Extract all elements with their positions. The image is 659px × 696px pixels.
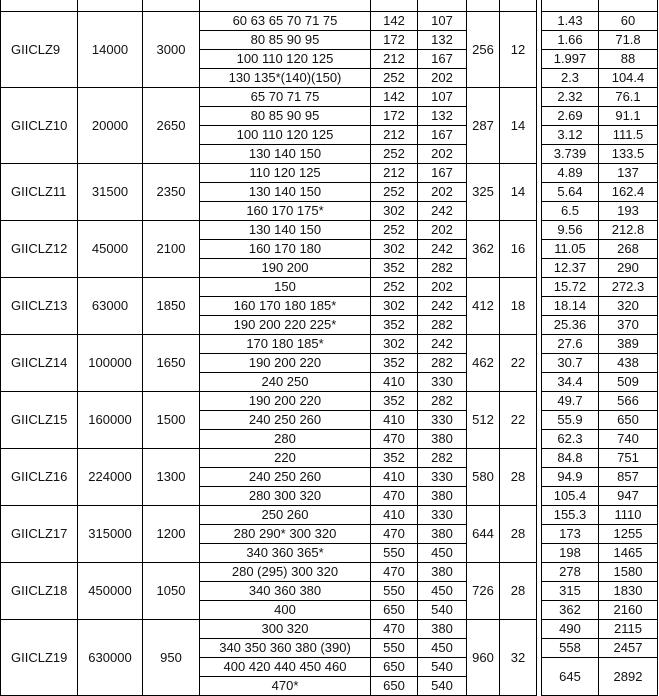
bore-cell: 80 85 90 95 xyxy=(200,107,371,126)
length-l1-cell: 352 xyxy=(371,392,418,411)
dimension-e-cell: 14 xyxy=(500,88,537,164)
mass-cell: 91.1 xyxy=(599,107,658,126)
bore-cell: 160 170 180 185* xyxy=(200,297,371,316)
table-body xyxy=(1,0,658,696)
inertia-cell: 25.36 xyxy=(542,316,599,335)
length-l1-cell: 352 xyxy=(371,354,418,373)
speed-cell: 1500 xyxy=(143,392,200,449)
inertia-cell: 155.3 xyxy=(542,506,599,525)
length-l1-cell: 352 xyxy=(371,259,418,278)
mass-cell: 272.3 xyxy=(599,278,658,297)
mass-cell: 111.5 xyxy=(599,126,658,145)
inertia-cell: 6.5 xyxy=(542,202,599,221)
table-row xyxy=(1,164,658,183)
mass-cell: 438 xyxy=(599,354,658,373)
inertia-cell: 1.997 xyxy=(542,50,599,69)
model-cell: GIICLZ12 xyxy=(1,221,78,278)
gap-cell xyxy=(537,677,542,696)
bore-cell: 100 110 120 125 xyxy=(200,50,371,69)
inertia-cell: 198 xyxy=(542,544,599,563)
table-row xyxy=(1,335,658,354)
bore-cell: 130 140 150 xyxy=(200,145,371,164)
clipped-cell xyxy=(542,0,599,12)
torque-cell: 450000 xyxy=(78,563,143,620)
diameter-cell: 512 xyxy=(467,392,500,449)
model-cell: GIICLZ11 xyxy=(1,164,78,221)
length-l2-cell: 132 xyxy=(418,31,467,50)
inertia-cell: 3.739 xyxy=(542,145,599,164)
inertia-cell: 55.9 xyxy=(542,411,599,430)
inertia-cell: 1.66 xyxy=(542,31,599,50)
length-l2-cell: 330 xyxy=(418,506,467,525)
mass-cell: 212.8 xyxy=(599,221,658,240)
inertia-cell: 362 xyxy=(542,601,599,620)
length-l1-cell: 212 xyxy=(371,50,418,69)
length-l1-cell: 550 xyxy=(371,582,418,601)
table-row xyxy=(1,506,658,525)
length-l2-cell: 202 xyxy=(418,145,467,164)
length-l2-cell: 132 xyxy=(418,107,467,126)
length-l1-cell: 352 xyxy=(371,316,418,335)
length-l1-cell: 650 xyxy=(371,601,418,620)
bore-cell: 150 xyxy=(200,278,371,297)
torque-cell: 315000 xyxy=(78,506,143,563)
mass-cell: 740 xyxy=(599,430,658,449)
table-row xyxy=(1,88,658,107)
length-l2-cell: 540 xyxy=(418,601,467,620)
clipped-cell xyxy=(467,0,500,12)
speed-cell: 1300 xyxy=(143,449,200,506)
mass-cell: 137 xyxy=(599,164,658,183)
mass-cell: 2892 xyxy=(599,658,658,696)
mass-cell: 389 xyxy=(599,335,658,354)
length-l1-cell: 172 xyxy=(371,107,418,126)
bore-cell: 240 250 260 xyxy=(200,411,371,430)
length-l2-cell: 450 xyxy=(418,639,467,658)
length-l2-cell: 450 xyxy=(418,544,467,563)
inertia-cell: 27.6 xyxy=(542,335,599,354)
mass-cell: 370 xyxy=(599,316,658,335)
dimension-e-cell: 14 xyxy=(500,164,537,221)
dimension-e-cell: 18 xyxy=(500,278,537,335)
length-l1-cell: 410 xyxy=(371,506,418,525)
inertia-cell: 12.37 xyxy=(542,259,599,278)
mass-cell: 947 xyxy=(599,487,658,506)
length-l1-cell: 302 xyxy=(371,335,418,354)
diameter-cell: 580 xyxy=(467,449,500,506)
bore-cell: 130 140 150 xyxy=(200,183,371,202)
dimension-e-cell: 16 xyxy=(500,221,537,278)
dimension-e-cell: 28 xyxy=(500,506,537,563)
length-l2-cell: 167 xyxy=(418,50,467,69)
mass-cell: 857 xyxy=(599,468,658,487)
mass-cell: 1465 xyxy=(599,544,658,563)
speed-cell: 3000 xyxy=(143,12,200,88)
length-l1-cell: 252 xyxy=(371,183,418,202)
length-l1-cell: 470 xyxy=(371,563,418,582)
table-row xyxy=(1,278,658,297)
bore-cell: 250 260 xyxy=(200,506,371,525)
bore-cell: 190 200 220 xyxy=(200,392,371,411)
length-l2-cell: 330 xyxy=(418,373,467,392)
mass-cell: 133.5 xyxy=(599,145,658,164)
torque-cell: 63000 xyxy=(78,278,143,335)
table-row xyxy=(1,221,658,240)
bore-cell: 340 360 380 xyxy=(200,582,371,601)
model-cell: GIICLZ10 xyxy=(1,88,78,164)
length-l2-cell: 330 xyxy=(418,411,467,430)
torque-cell: 160000 xyxy=(78,392,143,449)
diameter-cell: 960 xyxy=(467,620,500,696)
model-cell: GIICLZ19 xyxy=(1,620,78,696)
diameter-cell: 462 xyxy=(467,335,500,392)
inertia-cell: 18.14 xyxy=(542,297,599,316)
clipped-cell xyxy=(599,0,658,12)
dimension-e-cell: 22 xyxy=(500,392,537,449)
mass-cell: 320 xyxy=(599,297,658,316)
clipped-cell xyxy=(78,0,143,12)
length-l1-cell: 252 xyxy=(371,145,418,164)
model-cell: GIICLZ16 xyxy=(1,449,78,506)
length-l1-cell: 410 xyxy=(371,468,418,487)
bore-cell: 130 140 150 xyxy=(200,221,371,240)
table-row xyxy=(1,12,658,31)
length-l2-cell: 242 xyxy=(418,297,467,316)
length-l1-cell: 470 xyxy=(371,525,418,544)
length-l2-cell: 242 xyxy=(418,202,467,221)
length-l1-cell: 302 xyxy=(371,240,418,259)
speed-cell: 1850 xyxy=(143,278,200,335)
bore-cell: 65 70 71 75 xyxy=(200,88,371,107)
inertia-cell: 2.32 xyxy=(542,88,599,107)
inertia-cell: 34.4 xyxy=(542,373,599,392)
length-l2-cell: 202 xyxy=(418,278,467,297)
bore-cell: 340 360 365* xyxy=(200,544,371,563)
mass-cell: 88 xyxy=(599,50,658,69)
length-l2-cell: 202 xyxy=(418,69,467,88)
table-row xyxy=(1,392,658,411)
inertia-cell: 30.7 xyxy=(542,354,599,373)
length-l2-cell: 242 xyxy=(418,240,467,259)
diameter-cell: 325 xyxy=(467,164,500,221)
speed-cell: 1650 xyxy=(143,335,200,392)
length-l2-cell: 202 xyxy=(418,221,467,240)
bore-cell: 100 110 120 125 xyxy=(200,126,371,145)
torque-cell: 224000 xyxy=(78,449,143,506)
bore-cell: 400 xyxy=(200,601,371,620)
bore-cell: 280 300 320 xyxy=(200,487,371,506)
bore-cell: 470* xyxy=(200,677,371,696)
inertia-cell: 9.56 xyxy=(542,221,599,240)
bore-cell: 400 420 440 450 460 xyxy=(200,658,371,677)
speed-cell: 2650 xyxy=(143,88,200,164)
diameter-cell: 412 xyxy=(467,278,500,335)
mass-cell: 2115 xyxy=(599,620,658,639)
bore-cell: 240 250 260 xyxy=(200,468,371,487)
mass-cell: 162.4 xyxy=(599,183,658,202)
inertia-cell: 105.4 xyxy=(542,487,599,506)
bore-cell: 170 180 185* xyxy=(200,335,371,354)
dimension-e-cell: 12 xyxy=(500,12,537,88)
length-l1-cell: 352 xyxy=(371,449,418,468)
length-l1-cell: 302 xyxy=(371,297,418,316)
model-cell: GIICLZ17 xyxy=(1,506,78,563)
length-l1-cell: 470 xyxy=(371,620,418,639)
diameter-cell: 362 xyxy=(467,221,500,278)
model-cell: GIICLZ13 xyxy=(1,278,78,335)
mass-cell: 1830 xyxy=(599,582,658,601)
dimension-e-cell: 28 xyxy=(500,563,537,620)
length-l2-cell: 167 xyxy=(418,126,467,145)
bore-cell: 220 xyxy=(200,449,371,468)
length-l1-cell: 142 xyxy=(371,12,418,31)
speed-cell: 1200 xyxy=(143,506,200,563)
diameter-cell: 287 xyxy=(467,88,500,164)
bore-cell: 80 85 90 95 xyxy=(200,31,371,50)
torque-cell: 31500 xyxy=(78,164,143,221)
model-cell: GIICLZ9 xyxy=(1,12,78,88)
bore-cell: 190 200 xyxy=(200,259,371,278)
diameter-cell: 256 xyxy=(467,12,500,88)
length-l1-cell: 212 xyxy=(371,126,418,145)
length-l1-cell: 650 xyxy=(371,677,418,696)
inertia-cell: 84.8 xyxy=(542,449,599,468)
inertia-cell: 645 xyxy=(542,658,599,696)
inertia-cell: 173 xyxy=(542,525,599,544)
torque-cell: 20000 xyxy=(78,88,143,164)
clipped-cell xyxy=(371,0,418,12)
model-cell: GIICLZ14 xyxy=(1,335,78,392)
mass-cell: 751 xyxy=(599,449,658,468)
length-l1-cell: 550 xyxy=(371,544,418,563)
clipped-cell xyxy=(143,0,200,12)
length-l2-cell: 540 xyxy=(418,677,467,696)
mass-cell: 2457 xyxy=(599,639,658,658)
length-l2-cell: 167 xyxy=(418,164,467,183)
mass-cell: 2160 xyxy=(599,601,658,620)
inertia-cell: 94.9 xyxy=(542,468,599,487)
length-l2-cell: 282 xyxy=(418,354,467,373)
mass-cell: 650 xyxy=(599,411,658,430)
mass-cell: 1580 xyxy=(599,563,658,582)
length-l1-cell: 302 xyxy=(371,202,418,221)
dimension-e-cell: 28 xyxy=(500,449,537,506)
inertia-cell: 3.12 xyxy=(542,126,599,145)
diameter-cell: 726 xyxy=(467,563,500,620)
clipped-cell xyxy=(500,0,537,12)
length-l1-cell: 212 xyxy=(371,164,418,183)
clipped-cell xyxy=(200,0,371,12)
length-l1-cell: 550 xyxy=(371,639,418,658)
torque-cell: 14000 xyxy=(78,12,143,88)
clipped-cell xyxy=(418,0,467,12)
length-l2-cell: 282 xyxy=(418,316,467,335)
bore-cell: 130 135*(140)(150) xyxy=(200,69,371,88)
mass-cell: 1255 xyxy=(599,525,658,544)
dimension-e-cell: 32 xyxy=(500,620,537,696)
length-l2-cell: 540 xyxy=(418,658,467,677)
bore-cell: 190 200 220 xyxy=(200,354,371,373)
length-l2-cell: 202 xyxy=(418,183,467,202)
mass-cell: 104.4 xyxy=(599,69,658,88)
inertia-cell: 11.05 xyxy=(542,240,599,259)
mass-cell: 193 xyxy=(599,202,658,221)
table-row xyxy=(1,620,658,639)
inertia-cell: 490 xyxy=(542,620,599,639)
inertia-cell: 1.43 xyxy=(542,12,599,31)
length-l1-cell: 252 xyxy=(371,221,418,240)
length-l2-cell: 380 xyxy=(418,430,467,449)
model-cell: GIICLZ18 xyxy=(1,563,78,620)
bore-cell: 160 170 180 xyxy=(200,240,371,259)
bore-cell: 280 (295) 300 320 xyxy=(200,563,371,582)
inertia-cell: 62.3 xyxy=(542,430,599,449)
bore-cell: 110 120 125 xyxy=(200,164,371,183)
inertia-cell: 49.7 xyxy=(542,392,599,411)
length-l2-cell: 242 xyxy=(418,335,467,354)
mass-cell: 76.1 xyxy=(599,88,658,107)
bore-cell: 240 250 xyxy=(200,373,371,392)
bore-cell: 340 350 360 380 (390) xyxy=(200,639,371,658)
length-l1-cell: 142 xyxy=(371,88,418,107)
length-l1-cell: 650 xyxy=(371,658,418,677)
mass-cell: 509 xyxy=(599,373,658,392)
length-l2-cell: 282 xyxy=(418,392,467,411)
length-l1-cell: 410 xyxy=(371,373,418,392)
speed-cell: 950 xyxy=(143,620,200,696)
bore-cell: 190 200 220 225* xyxy=(200,316,371,335)
length-l2-cell: 107 xyxy=(418,12,467,31)
bore-cell: 160 170 175* xyxy=(200,202,371,221)
length-l2-cell: 107 xyxy=(418,88,467,107)
dimension-e-cell: 22 xyxy=(500,335,537,392)
bore-cell: 280 290* 300 320 xyxy=(200,525,371,544)
length-l1-cell: 470 xyxy=(371,487,418,506)
table-row xyxy=(1,563,658,582)
diameter-cell: 644 xyxy=(467,506,500,563)
length-l2-cell: 380 xyxy=(418,563,467,582)
mass-cell: 290 xyxy=(599,259,658,278)
inertia-cell: 4.89 xyxy=(542,164,599,183)
inertia-cell: 315 xyxy=(542,582,599,601)
inertia-cell: 5.64 xyxy=(542,183,599,202)
inertia-cell: 558 xyxy=(542,639,599,658)
model-cell: GIICLZ15 xyxy=(1,392,78,449)
speed-cell: 2100 xyxy=(143,221,200,278)
length-l1-cell: 410 xyxy=(371,411,418,430)
torque-cell: 630000 xyxy=(78,620,143,696)
bore-cell: 60 63 65 70 71 75 xyxy=(200,12,371,31)
length-l1-cell: 470 xyxy=(371,430,418,449)
torque-cell: 45000 xyxy=(78,221,143,278)
length-l2-cell: 282 xyxy=(418,259,467,278)
length-l2-cell: 380 xyxy=(418,525,467,544)
table-row xyxy=(1,0,658,12)
speed-cell: 2350 xyxy=(143,164,200,221)
inertia-cell: 2.69 xyxy=(542,107,599,126)
length-l1-cell: 252 xyxy=(371,69,418,88)
inertia-cell: 278 xyxy=(542,563,599,582)
length-l2-cell: 450 xyxy=(418,582,467,601)
length-l2-cell: 380 xyxy=(418,487,467,506)
mass-cell: 60 xyxy=(599,12,658,31)
length-l1-cell: 172 xyxy=(371,31,418,50)
torque-cell: 100000 xyxy=(78,335,143,392)
length-l1-cell: 252 xyxy=(371,278,418,297)
table-row xyxy=(1,449,658,468)
bore-cell: 280 xyxy=(200,430,371,449)
speed-cell: 1050 xyxy=(143,563,200,620)
length-l2-cell: 330 xyxy=(418,468,467,487)
clipped-cell xyxy=(1,0,78,12)
bore-cell: 300 320 xyxy=(200,620,371,639)
mass-cell: 566 xyxy=(599,392,658,411)
mass-cell: 71.8 xyxy=(599,31,658,50)
mass-cell: 268 xyxy=(599,240,658,259)
length-l2-cell: 282 xyxy=(418,449,467,468)
inertia-cell: 2.3 xyxy=(542,69,599,88)
length-l2-cell: 380 xyxy=(418,620,467,639)
inertia-cell: 15.72 xyxy=(542,278,599,297)
mass-cell: 1110 xyxy=(599,506,658,525)
